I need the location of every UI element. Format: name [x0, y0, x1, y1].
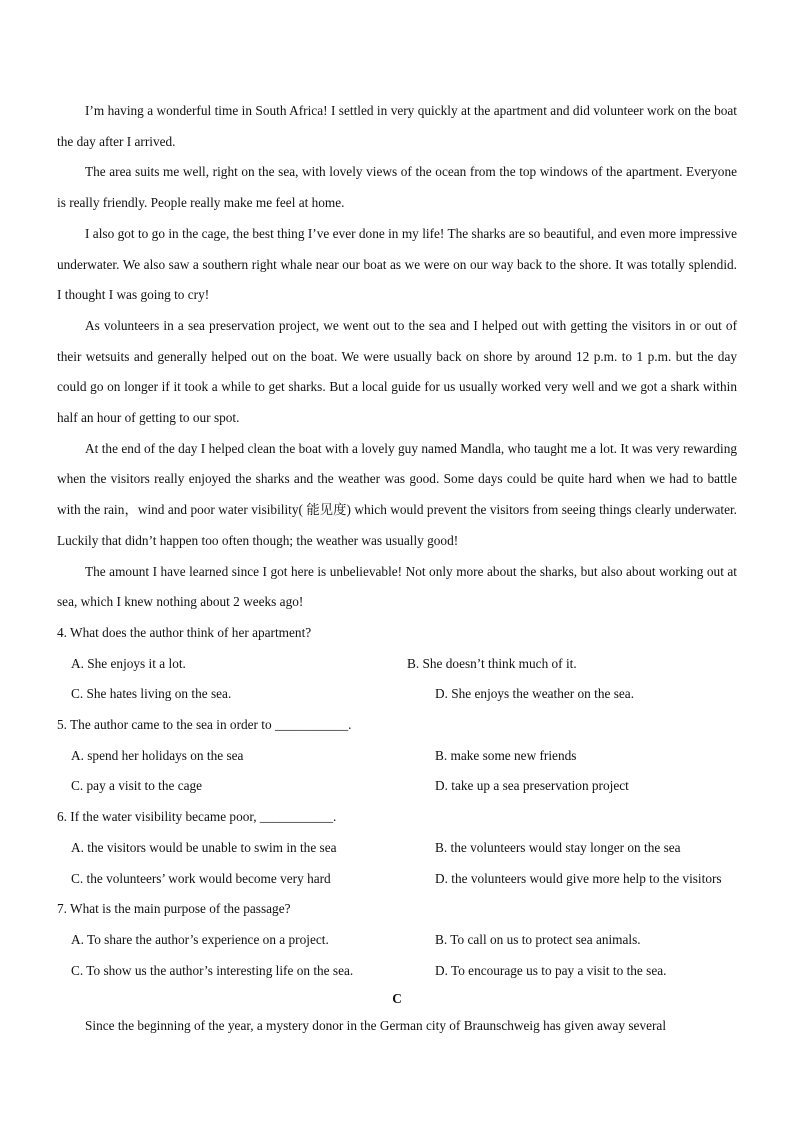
question-stem: 4. What does the author think of her apartment?	[57, 624, 312, 640]
option-a: A. She enjoys it a lot.	[71, 655, 186, 671]
question-5	[57, 710, 737, 802]
option-c: C. She hates living on the sea.	[71, 686, 232, 702]
question-stem: 6. If the water visibility became poor, ___________.	[57, 809, 337, 825]
option-d: D. To encourage us to pay a visit to the sea.	[435, 962, 667, 978]
question-stem: 5. The author came to the sea in order to ___________.	[57, 717, 352, 733]
passage-paragraph-4: As volunteers in a sea preservation project, we went out to the sea and I helped out with getting the visitors in or out of their wetsuits and generally helped out on the boat. We were usually back on shore by around 12 p.m. to 1 p.m. but the day could go on longer if it took a while to get sharks. But a local guide for us usually worked very well and we got a shark within half an hour of getting to our spot.	[57, 317, 737, 426]
passage-paragraph-3: I also got to go in the cage, the best thing I’ve ever done in my life! The sharks are so beautiful, and even more impressive underwater. We also saw a southern right whale near our boat as we were on our way back to the shore. It was totally splendid. I thought I was going to cry!	[57, 225, 737, 303]
option-a: A. To share the author’s experience on a project.	[71, 931, 329, 947]
passage-paragraph-2: The area suits me well, right on the sea, with lovely views of the ocean from the top windows of the apartment. Everyone is really friendly. People really make me feel at home.	[57, 164, 737, 211]
option-b: B. the volunteers would stay longer on the sea	[435, 839, 681, 855]
options-grid	[57, 925, 737, 986]
section-c-paragraph: Since the beginning of the year, a mystery donor in the German city of Braunschweig has given away several	[85, 1018, 667, 1034]
question-4	[57, 618, 737, 710]
option-d: D. the volunteers would give more help to the visitors	[435, 870, 722, 886]
passage-paragraph-1: I’m having a wonderful time in South Africa! I settled in very quickly at the apartment and did volunteer work on the boat the day after I arrived.	[57, 103, 737, 149]
passage-paragraph-5: At the end of the day I helped clean the boat with a lovely guy named Mandla, who taught me a lot. It was very rewarding when the visitors really enjoyed the sharks and the weather was good. Some days could be quite hard when we had to battle with the rain，wind and poor water visibility( 能见度) which would prevent the visitors from seeing things clearly underwater. Luckily that didn’t happen too often though; the weather was usually good!	[57, 440, 737, 548]
question-7	[57, 894, 737, 986]
option-a: A. spend her holidays on the sea	[71, 747, 244, 763]
question-stem: 7. What is the main purpose of the passage?	[57, 901, 291, 917]
option-c: C. pay a visit to the cage	[71, 778, 203, 794]
option-c: C. the volunteers’ work would become very hard	[71, 870, 331, 886]
option-b: B. She doesn’t think much of it.	[407, 655, 577, 671]
document-page	[57, 96, 737, 1042]
option-c: C. To show us the author’s interesting life on the sea.	[71, 962, 354, 978]
passage-paragraph-6: The amount I have learned since I got here is unbelievable! Not only more about the sharks, but also about working out at sea, which I knew nothing about 2 weeks ago!	[57, 563, 737, 610]
options-grid	[57, 649, 737, 710]
option-d: D. take up a sea preservation project	[435, 778, 629, 794]
options-grid	[57, 741, 737, 802]
option-b: B. To call on us to protect sea animals.	[435, 931, 641, 947]
option-a: A. the visitors would be unable to swim in the sea	[71, 839, 337, 855]
section-title: C	[392, 991, 402, 1007]
options-grid	[57, 833, 737, 894]
option-d: D. She enjoys the weather on the sea.	[435, 686, 635, 702]
option-b: B. make some new friends	[435, 747, 577, 763]
question-6	[57, 802, 737, 894]
